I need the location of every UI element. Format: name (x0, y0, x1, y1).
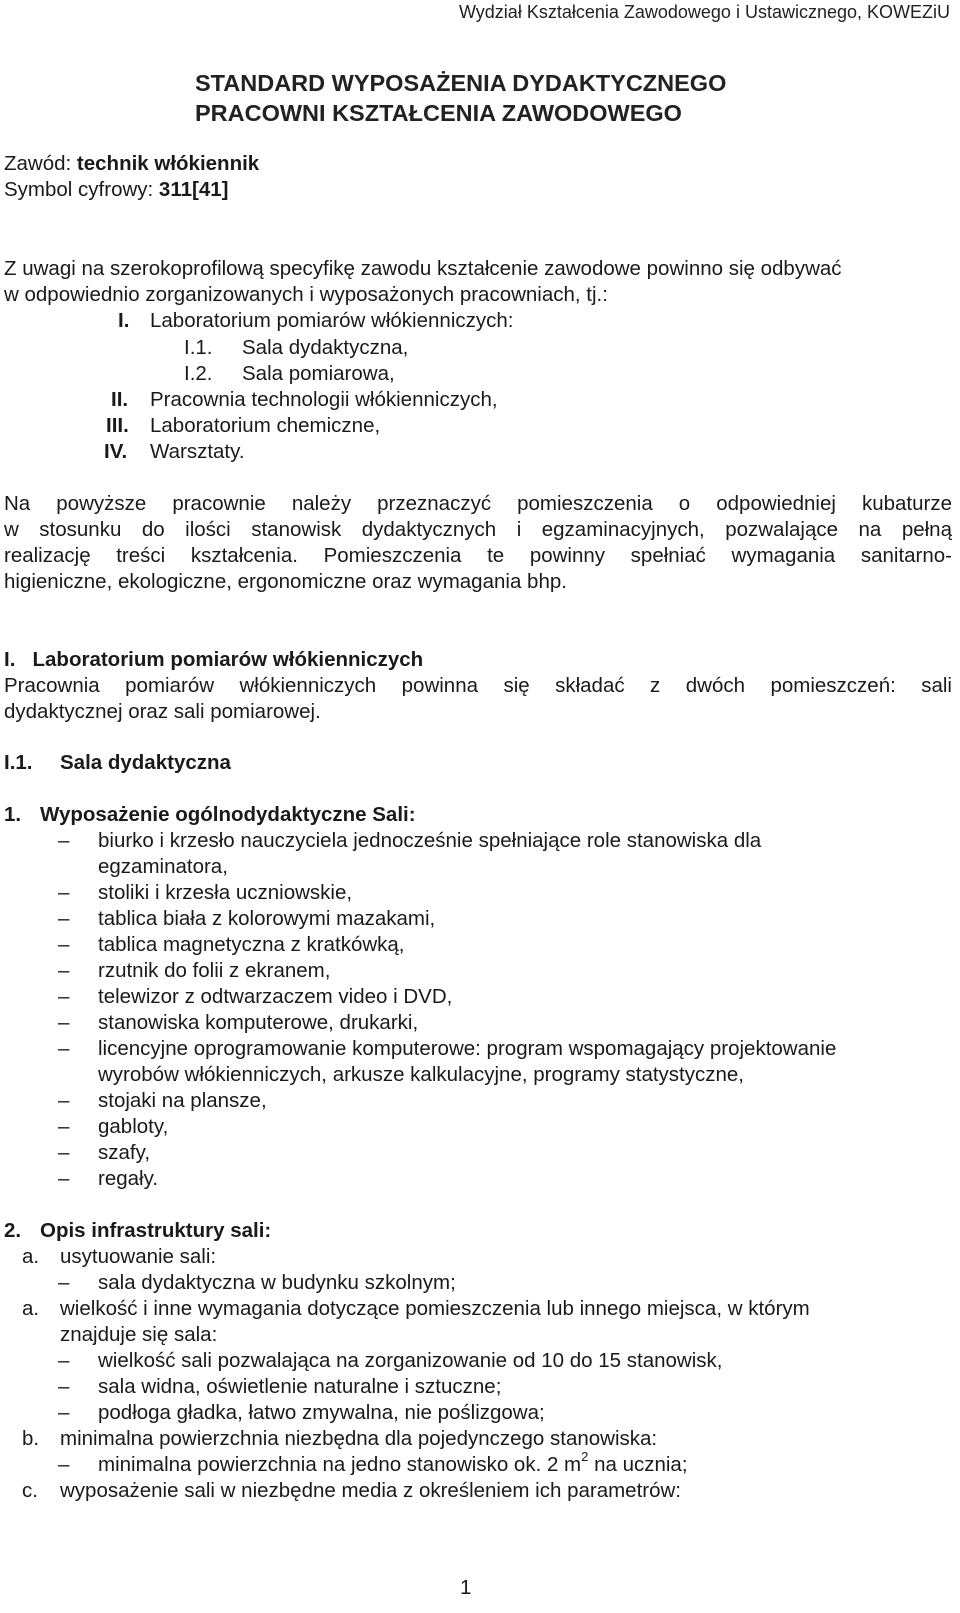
list-dash: – (58, 881, 70, 904)
equipment-item: tablica biała z kolorowymi mazakami, (98, 907, 436, 930)
infra-a2-text-1: wielkość i inne wymagania dotyczące pomieszczenia lub innego miejsca, w którym (60, 1297, 810, 1320)
list-dash: – (58, 829, 70, 852)
infra-b-item (98, 1449, 688, 1477)
infra-c-label: c. (22, 1479, 38, 1502)
infra-a1-item: sala dydaktyczna w budynku szkolnym; (98, 1271, 456, 1294)
outline-text-6: Warsztaty. (150, 440, 245, 463)
infra-b-label: b. (22, 1427, 40, 1450)
section-text-line-1: Pracownia pomiarów włókienniczych powinna się składać z dwóch pomieszczeń: sali (4, 674, 952, 697)
section-title: Laboratorium pomiarów włókienniczych (32, 648, 424, 671)
list-dash: – (58, 1115, 70, 1138)
equipment-item: stanowiska komputerowe, drukarki, (98, 1011, 419, 1034)
infra-b-item-pre: minimalna powierzchnia na jedno stanowisko ok. 2 m (98, 1453, 582, 1476)
list-dash: – (58, 1375, 70, 1398)
infra-b-item-sup: 2 (581, 1449, 589, 1464)
outline-text-4: Pracownia technologii włókienniczych, (150, 388, 498, 411)
paragraph-2-line-1: Na powyższe pracownie należy przeznaczyć pomieszczenia o odpowiedniej kubaturze (4, 492, 952, 515)
equipment-item: wyrobów włókienniczych, arkusze kalkulacyjne, programy statystyczne, (98, 1063, 745, 1086)
outline-text-2: Sala dydaktyczna, (242, 336, 409, 359)
equipment-item: szafy, (98, 1141, 151, 1164)
infra-a1-label: a. (22, 1245, 40, 1268)
subsection-num: I.1. (4, 751, 33, 774)
symbol-label: Symbol cyfrowy: (4, 178, 159, 201)
heading-2-title: Opis infrastruktury sali: (40, 1219, 272, 1242)
list-dash: – (58, 985, 70, 1008)
intro-line-2: w odpowiednio zorganizowanych i wyposażonych pracowniach, tj.: (4, 283, 608, 306)
list-dash: – (58, 1167, 70, 1190)
infra-a2-item: podłoga gładka, łatwo zmywalna, nie poślizgowa; (98, 1401, 545, 1424)
heading-1-num: 1. (4, 803, 22, 826)
section-text-line-2: dydaktycznej oraz sali pomiarowej. (4, 700, 321, 723)
occupation-line (4, 152, 259, 176)
equipment-item: stoliki i krzesła uczniowskie, (98, 881, 353, 904)
infra-b-text: minimalna powierzchnia niezbędna dla pojedynczego stanowiska: (60, 1427, 658, 1450)
symbol-value: 311[41] (158, 178, 229, 201)
equipment-item: biurko i krzesło nauczyciela jednocześnie spełniające role stanowiska dla (98, 829, 762, 852)
paragraph-2-line-2: w stosunku do ilości stanowisk dydaktycznych i egzaminacyjnych, pozwalające na pełną (4, 518, 952, 541)
occupation-label: Zawód: (4, 152, 77, 175)
section-heading (4, 648, 423, 672)
outline-num-2: I.1. (184, 336, 213, 359)
outline-num-6: IV. (104, 440, 128, 463)
outline-text-3: Sala pomiarowa, (242, 362, 395, 385)
equipment-item: rzutnik do folii z ekranem, (98, 959, 331, 982)
equipment-item: telewizor z odtwarzaczem video i DVD, (98, 985, 453, 1008)
section-num: I. (4, 648, 16, 671)
list-dash: – (58, 1349, 70, 1372)
list-dash: – (58, 907, 70, 930)
outline-num-4: II. (111, 388, 129, 411)
equipment-item: gabloty, (98, 1115, 169, 1138)
paragraph-2-line-3: realizację treści kształcenia. Pomieszczenia te powinny spełniać wymagania sanitarno- (4, 544, 952, 567)
equipment-item: regały. (98, 1167, 159, 1190)
infra-a2-label: a. (22, 1297, 40, 1320)
occupation-value: technik włókiennik (76, 152, 260, 175)
list-dash: – (58, 1037, 70, 1060)
symbol-line (4, 178, 228, 202)
infra-b-item-post: na ucznia; (588, 1453, 688, 1476)
page-number: 1 (460, 1576, 472, 1599)
subsection-title: Sala dydaktyczna (60, 751, 231, 774)
outline-num-5: III. (106, 414, 129, 437)
infra-a1-text: usytuowanie sali: (60, 1245, 217, 1268)
outline-text-5: Laboratorium chemiczne, (150, 414, 381, 437)
list-dash: – (58, 933, 70, 956)
paragraph-2-line-4: higieniczne, ekologiczne, ergonomiczne oraz wymagania bhp. (4, 570, 567, 593)
infra-a2-item: wielkość sali pozwalająca na zorganizowanie od 10 do 15 stanowisk, (98, 1349, 723, 1372)
equipment-item: licencyjne oprogramowanie komputerowe: program wspomagający projektowanie (98, 1037, 837, 1060)
infra-a2-item: sala widna, oświetlenie naturalne i sztuczne; (98, 1375, 502, 1398)
list-dash: – (58, 1453, 70, 1476)
list-dash: – (58, 1141, 70, 1164)
equipment-item: stojaki na plansze, (98, 1089, 267, 1112)
outline-num-1: I. (118, 309, 130, 332)
equipment-item: egzaminatora, (98, 855, 228, 878)
infra-a2-text-2: znajduje się sala: (60, 1323, 218, 1346)
document-title-line-2: PRACOWNI KSZTAŁCENIA ZAWODOWEGO (195, 100, 682, 126)
list-dash: – (58, 1271, 70, 1294)
intro-line-1: Z uwagi na szerokoprofilową specyfikę zawodu kształcenie zawodowe powinno się odbywać (4, 257, 842, 280)
list-dash: – (58, 1089, 70, 1112)
heading-2-num: 2. (4, 1219, 22, 1242)
heading-1-title: Wyposażenie ogólnodydaktyczne Sali: (40, 803, 416, 826)
document-title-line-1: STANDARD WYPOSAŻENIA DYDAKTYCZNEGO (195, 70, 727, 96)
outline-text-1: Laboratorium pomiarów włókienniczych: (150, 309, 514, 332)
list-dash: – (58, 959, 70, 982)
outline-num-3: I.2. (184, 362, 213, 385)
list-dash: – (58, 1401, 70, 1424)
infra-c-text: wyposażenie sali w niezbędne media z określeniem ich parametrów: (60, 1479, 681, 1502)
list-dash: – (58, 1011, 70, 1034)
running-header: Wydział Kształcenia Zawodowego i Ustawicznego, KOWEZiU (458, 2, 950, 22)
equipment-item: tablica magnetyczna z kratkówką, (98, 933, 405, 956)
